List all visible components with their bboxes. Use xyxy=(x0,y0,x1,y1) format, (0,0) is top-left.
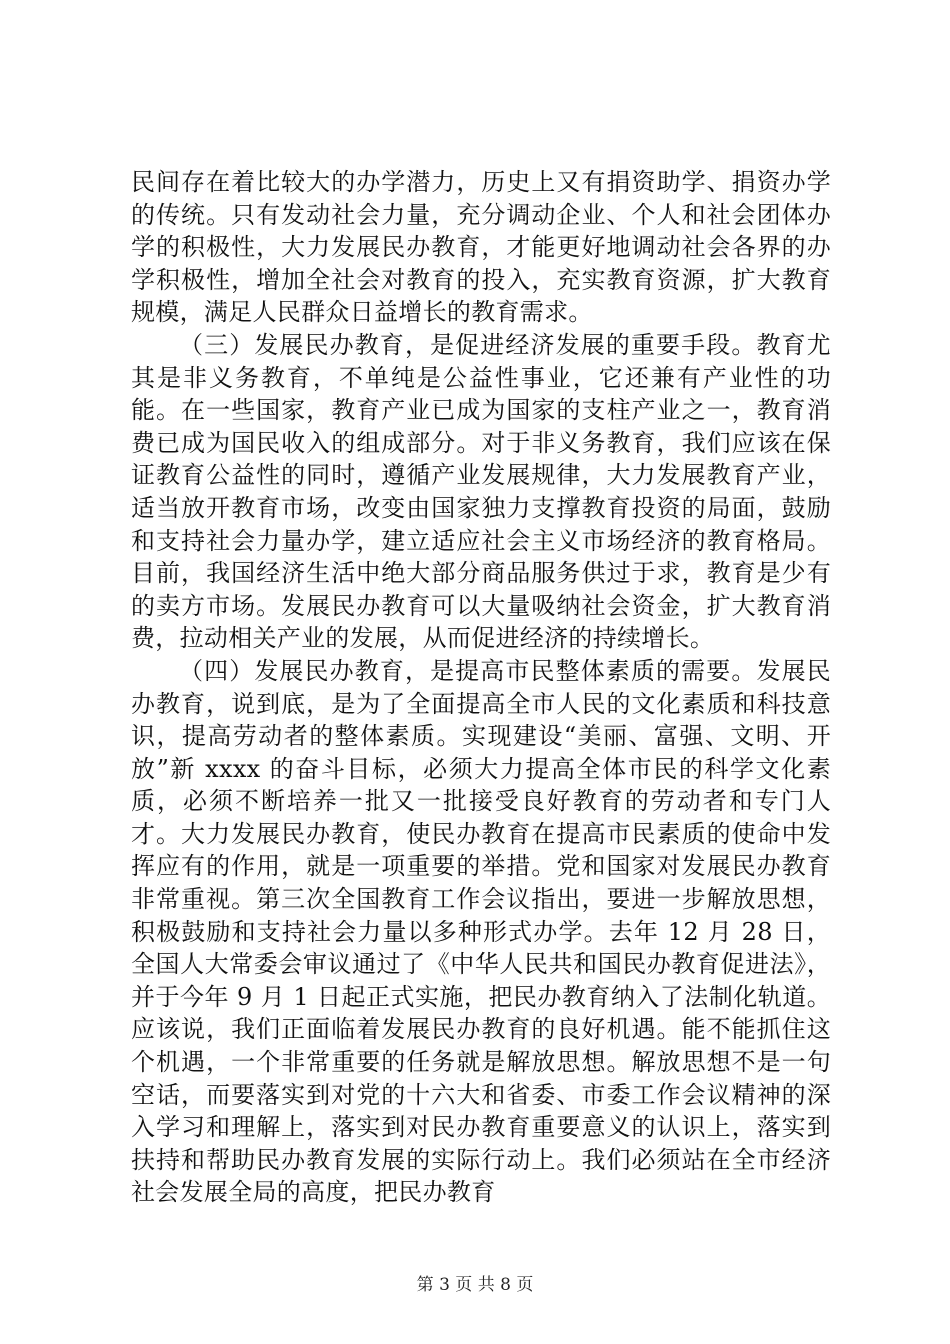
paragraph-3: （四）发展民办教育，是提高市民整体素质的需要。发展民办教育，说到底，是为了全面提高全市人民的文化素质和科技意识，提高劳动者的整体素质。实现建设“美丽、富强、文明、开放”新 xxxx 的奋斗目标，必须大力提高全体市民的科学文化素质，必须不断培养一批又一批接受良好教育的劳动者和专门人才。大力发展民办教育，使民办教育在提高市民素质的使命中发挥应有的作用，就是一项重要的举措。党和国家对发展民办教育非常重视。第三次全国教育工作会议指出，要进一步解放思想，积极鼓励和支持社会力量以多种形式办学。去年 12 月 28 日，全国人大常委会审议通过了《中华人民共和国民办教育促进法》，并于今年 9 月 1 日起正式实施，把民办教育纳入了法制化轨道。应该说，我们正面临着发展民办教育的良好机遇。能不能抓住这个机遇，一个非常重要的任务就是解放思想。解放思想不是一句空话，而要落实到对党的十六大和省委、市委工作会议精神的深入学习和理解上，落实到对民办教育重要意义的认识上，落实到扶持和帮助民办教育发展的实际行动上。我们必须站在全市经济社会发展全局的高度，把民办教育 xyxy=(131,656,831,1207)
paragraph-2: （三）发展民办教育，是促进经济发展的重要手段。教育尤其是非义务教育，不单纯是公益性事业，它还兼有产业性的功能。在一些国家，教育产业已成为国家的支柱产业之一，教育消费已成为国民收入的组成部分。对于非义务教育，我们应该在保证教育公益性的同时，遵循产业发展规律，大力发展教育产业，适当放开教育市场，改变由国家独力支撑教育投资的局面，鼓励和支持社会力量办学，建立适应社会主义市场经济的教育格局。目前，我国经济生活中绝大部分商品服务供过于求，教育是少有的卖方市场。发展民办教育可以大量吸纳社会资金，扩大教育消费，拉动相关产业的发展，从而促进经济的持续增长。 xyxy=(131,330,831,653)
paragraph-1: 民间存在着比较大的办学潜力，历史上又有捐资助学、捐资办学的传统。只有发动社会力量，充分调动企业、个人和社会团体办学的积极性，大力发展民办教育，才能更好地调动社会各界的办学积极性，增加全社会对教育的投入，充实教育资源，扩大教育规模，满足人民群众日益增长的教育需求。 xyxy=(131,168,831,327)
page-footer: 第 3 页 共 8 页 xyxy=(416,1275,534,1295)
body-text xyxy=(131,166,831,1209)
